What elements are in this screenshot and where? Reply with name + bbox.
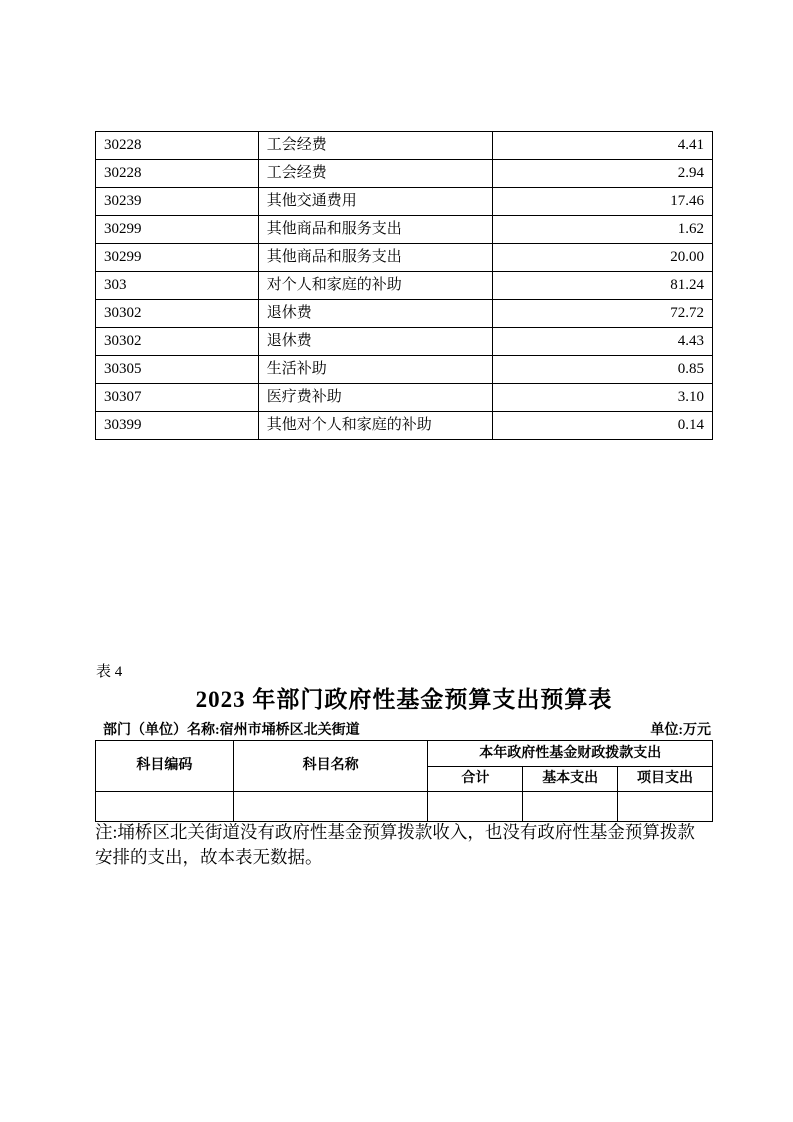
table-row	[96, 272, 713, 300]
name-cell: 退休费	[258, 328, 493, 356]
name-cell: 工会经费	[258, 132, 493, 160]
empty-cell	[233, 792, 428, 822]
table-row	[96, 132, 713, 160]
header-total: 合计	[428, 767, 523, 792]
name-cell: 其他商品和服务支出	[258, 244, 493, 272]
header-basic-expenditure: 基本支出	[523, 767, 618, 792]
table-row	[96, 216, 713, 244]
table-row	[96, 188, 713, 216]
value-cell: 81.24	[493, 272, 713, 300]
budget-header-row-1	[96, 741, 713, 767]
table-row	[96, 384, 713, 412]
value-cell: 2.94	[493, 160, 713, 188]
header-project-expenditure: 项目支出	[618, 767, 713, 792]
table-label: 表 4	[96, 664, 123, 680]
table-row	[96, 412, 713, 440]
code-cell: 30305	[96, 356, 259, 384]
name-cell: 工会经费	[258, 160, 493, 188]
empty-cell	[618, 792, 713, 822]
table-row	[96, 244, 713, 272]
value-cell: 3.10	[493, 384, 713, 412]
code-cell: 30239	[96, 188, 259, 216]
header-subject-code: 科目编码	[96, 741, 234, 792]
value-cell: 20.00	[493, 244, 713, 272]
empty-cell	[523, 792, 618, 822]
code-cell: 30307	[96, 384, 259, 412]
value-cell: 0.85	[493, 356, 713, 384]
code-cell: 30228	[96, 160, 259, 188]
value-cell: 1.62	[493, 216, 713, 244]
header-fund-group: 本年政府性基金财政拨款支出	[428, 741, 713, 767]
name-cell: 对个人和家庭的补助	[258, 272, 493, 300]
subtitle-row	[95, 719, 713, 739]
value-cell: 4.43	[493, 328, 713, 356]
code-cell: 30302	[96, 328, 259, 356]
department-name: 部门（单位）名称:宿州市埇桥区北关街道	[103, 723, 360, 738]
name-cell: 其他交通费用	[258, 188, 493, 216]
value-cell: 4.41	[493, 132, 713, 160]
code-cell: 30302	[96, 300, 259, 328]
code-cell: 30299	[96, 216, 259, 244]
name-cell: 其他对个人和家庭的补助	[258, 412, 493, 440]
table-row	[96, 160, 713, 188]
name-cell: 生活补助	[258, 356, 493, 384]
value-cell: 17.46	[493, 188, 713, 216]
code-cell: 303	[96, 272, 259, 300]
name-cell: 医疗费补助	[258, 384, 493, 412]
note-text: 注:埇桥区北关街道没有政府性基金预算拨款收入，也没有政府性基金预算拨款安排的支出，故本表无数据。	[95, 822, 695, 868]
code-cell: 30399	[96, 412, 259, 440]
value-cell: 72.72	[493, 300, 713, 328]
empty-cell	[96, 792, 234, 822]
value-cell: 0.14	[493, 412, 713, 440]
empty-cell	[428, 792, 523, 822]
code-cell: 30299	[96, 244, 259, 272]
name-cell: 退休费	[258, 300, 493, 328]
table-row	[96, 328, 713, 356]
expenditure-detail-table	[95, 131, 713, 440]
name-cell: 其他商品和服务支出	[258, 216, 493, 244]
fund-budget-table	[95, 740, 713, 822]
budget-empty-row	[96, 792, 713, 822]
unit-label: 单位:万元	[650, 723, 711, 738]
header-subject-name: 科目名称	[233, 741, 428, 792]
table-row	[96, 300, 713, 328]
table-row	[96, 356, 713, 384]
page-title: 2023 年部门政府性基金预算支出预算表	[195, 687, 613, 712]
code-cell: 30228	[96, 132, 259, 160]
